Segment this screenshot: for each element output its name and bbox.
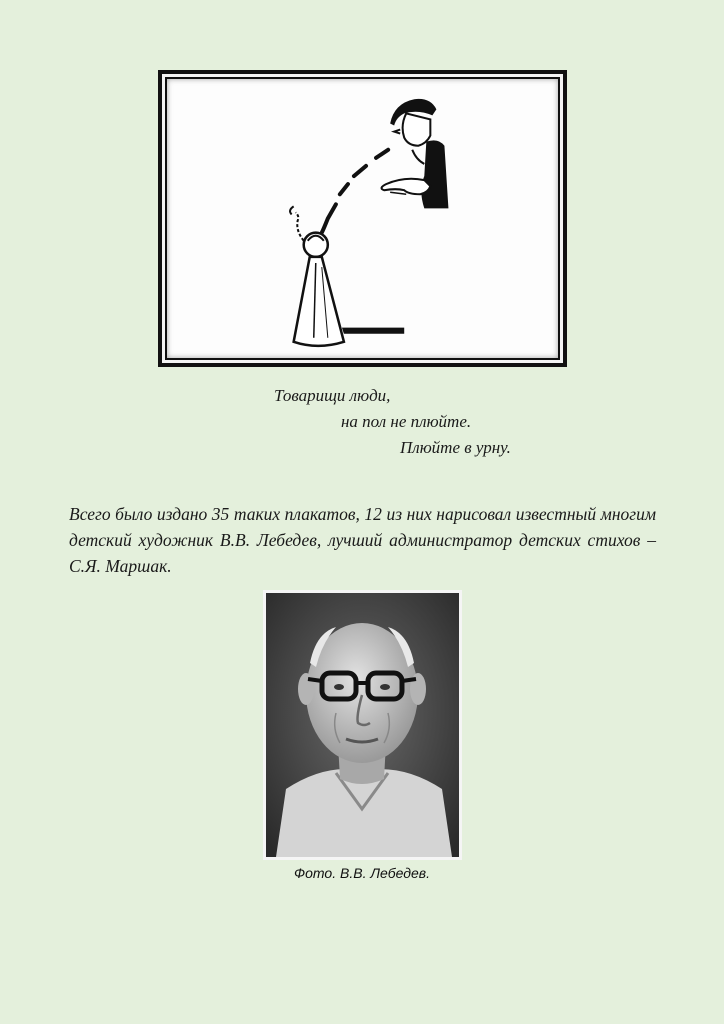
poster-inner-border: [162, 74, 563, 363]
poster-illustration: [167, 79, 558, 358]
verse-line-3: Плюйте в урну.: [400, 438, 511, 457]
portrait-photo: [263, 590, 462, 860]
verse-line-2: на пол не плюйте.: [341, 412, 472, 431]
verse-line-1: Товарищи люди,: [274, 386, 391, 405]
body-paragraph: Всего было издано 35 таких плакатов, 12 из них нарисовал известный многим детский художник В.В. Лебедев, лучший администратор детских стихов – С.Я. Маршак.: [69, 504, 656, 576]
poster-frame: [158, 70, 567, 367]
photo-caption: Фото. В.В. Лебедев.: [294, 865, 430, 881]
